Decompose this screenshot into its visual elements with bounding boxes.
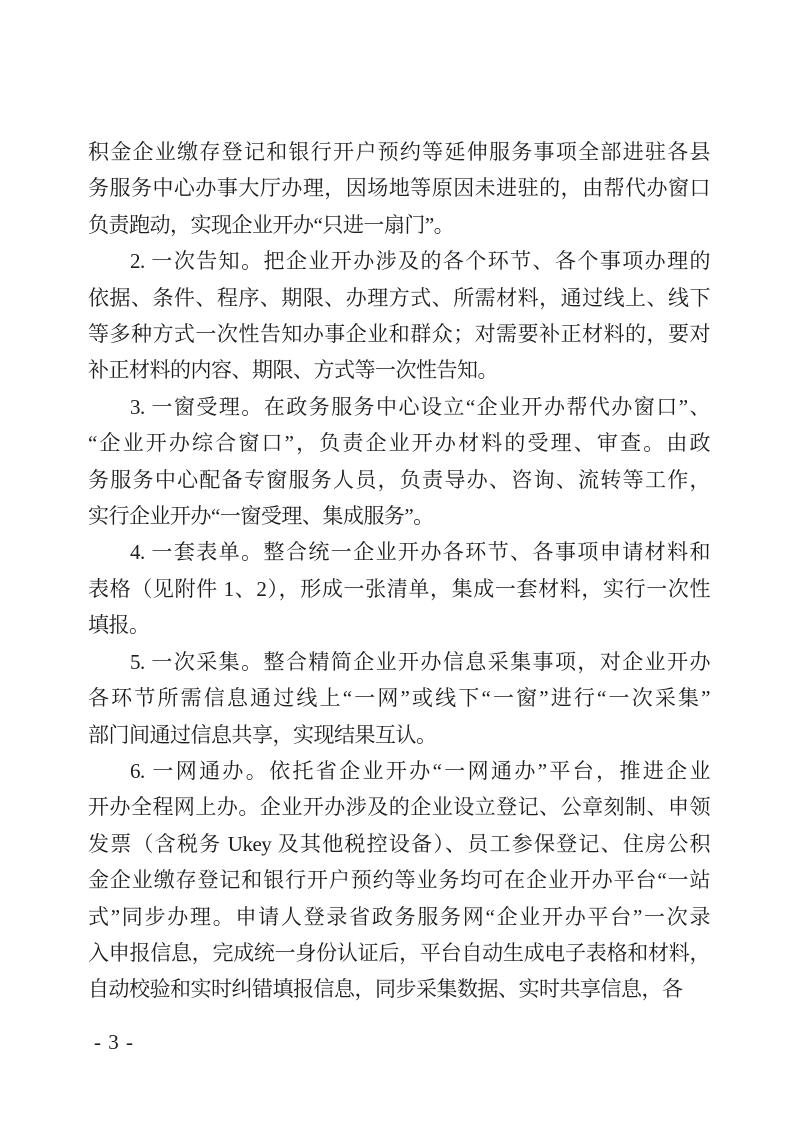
- paragraph: [88, 389, 710, 535]
- text-line: 6. 一网通办。依托省企业开办“一网通办”平台，推进企业: [130, 758, 710, 783]
- text-line: 部门间通过信息共享，实现结果互认。: [88, 722, 437, 747]
- paragraph: [88, 534, 710, 643]
- text-line: 金企业缴存登记和银行开户预约等业务均可在企业开办平台“一站: [88, 868, 710, 893]
- paragraph: [88, 753, 710, 1008]
- text-line: 5. 一次采集。整合精简企业开办信息采集事项，对企业开办: [130, 649, 710, 674]
- text-line: 负责跑动，实现企业开办“只进一扇门”。: [88, 212, 455, 237]
- text-line: “企业开办综合窗口”，负责企业开办材料的受理、审查。由政: [88, 431, 710, 456]
- paragraph: [88, 644, 710, 753]
- page-number: - 3 -: [94, 1030, 134, 1054]
- text-line: 开办全程网上办。企业开办涉及的企业设立登记、公章刻制、申领: [88, 795, 710, 820]
- text-line: 式”同步办理。申请人登录省政务服务网“企业开办平台”一次录: [88, 904, 710, 929]
- text-line: 各环节所需信息通过线上“一网”或线下“一窗”进行“一次采集”: [88, 686, 710, 711]
- text-line: 表格（见附件 1、2），形成一张清单，集成一套材料，实行一次性: [88, 576, 710, 601]
- text-line: 务服务中心办事大厅办理，因场地等原因未进驻的，由帮代办窗口: [88, 176, 710, 201]
- text-line: 入申报信息，完成统一身份认证后，平台自动生成电子表格和材料，: [88, 940, 710, 965]
- text-line: 填报。: [88, 613, 150, 638]
- text-line: 补正材料的内容、期限、方式等一次性告知。: [88, 358, 498, 383]
- text-line: 2. 一次告知。把企业开办涉及的各个环节、各个事项办理的: [130, 249, 710, 274]
- text-line: 4. 一套表单。整合统一企业开办各环节、各事项申请材料和: [130, 540, 710, 565]
- text-line: 积金企业缴存登记和银行开户预约等延伸服务事项全部进驻各县: [88, 140, 710, 164]
- text-line: 实行企业开办“一窗受理、集成服务”。: [88, 504, 434, 529]
- text-line: 3. 一窗受理。在政务服务中心设立“企业开办帮代办窗口”、: [130, 394, 710, 419]
- paragraph: [88, 243, 710, 389]
- text-line: 依据、条件、程序、期限、办理方式、所需材料，通过线上、线下: [88, 285, 710, 310]
- document-body: [88, 134, 710, 1008]
- text-line: 发票（含税务 Ukey 及其他税控设备）、员工参保登记、住房公积: [88, 831, 710, 856]
- text-line: 自动校验和实时纠错填报信息，同步采集数据、实时共享信息，各: [88, 977, 683, 1002]
- paragraph: [88, 134, 710, 243]
- text-line: 务服务中心配备专窗服务人员，负责导办、咨询、流转等工作，: [88, 467, 710, 492]
- text-line: 等多种方式一次性告知办事企业和群众；对需要补正材料的，要对: [88, 322, 710, 347]
